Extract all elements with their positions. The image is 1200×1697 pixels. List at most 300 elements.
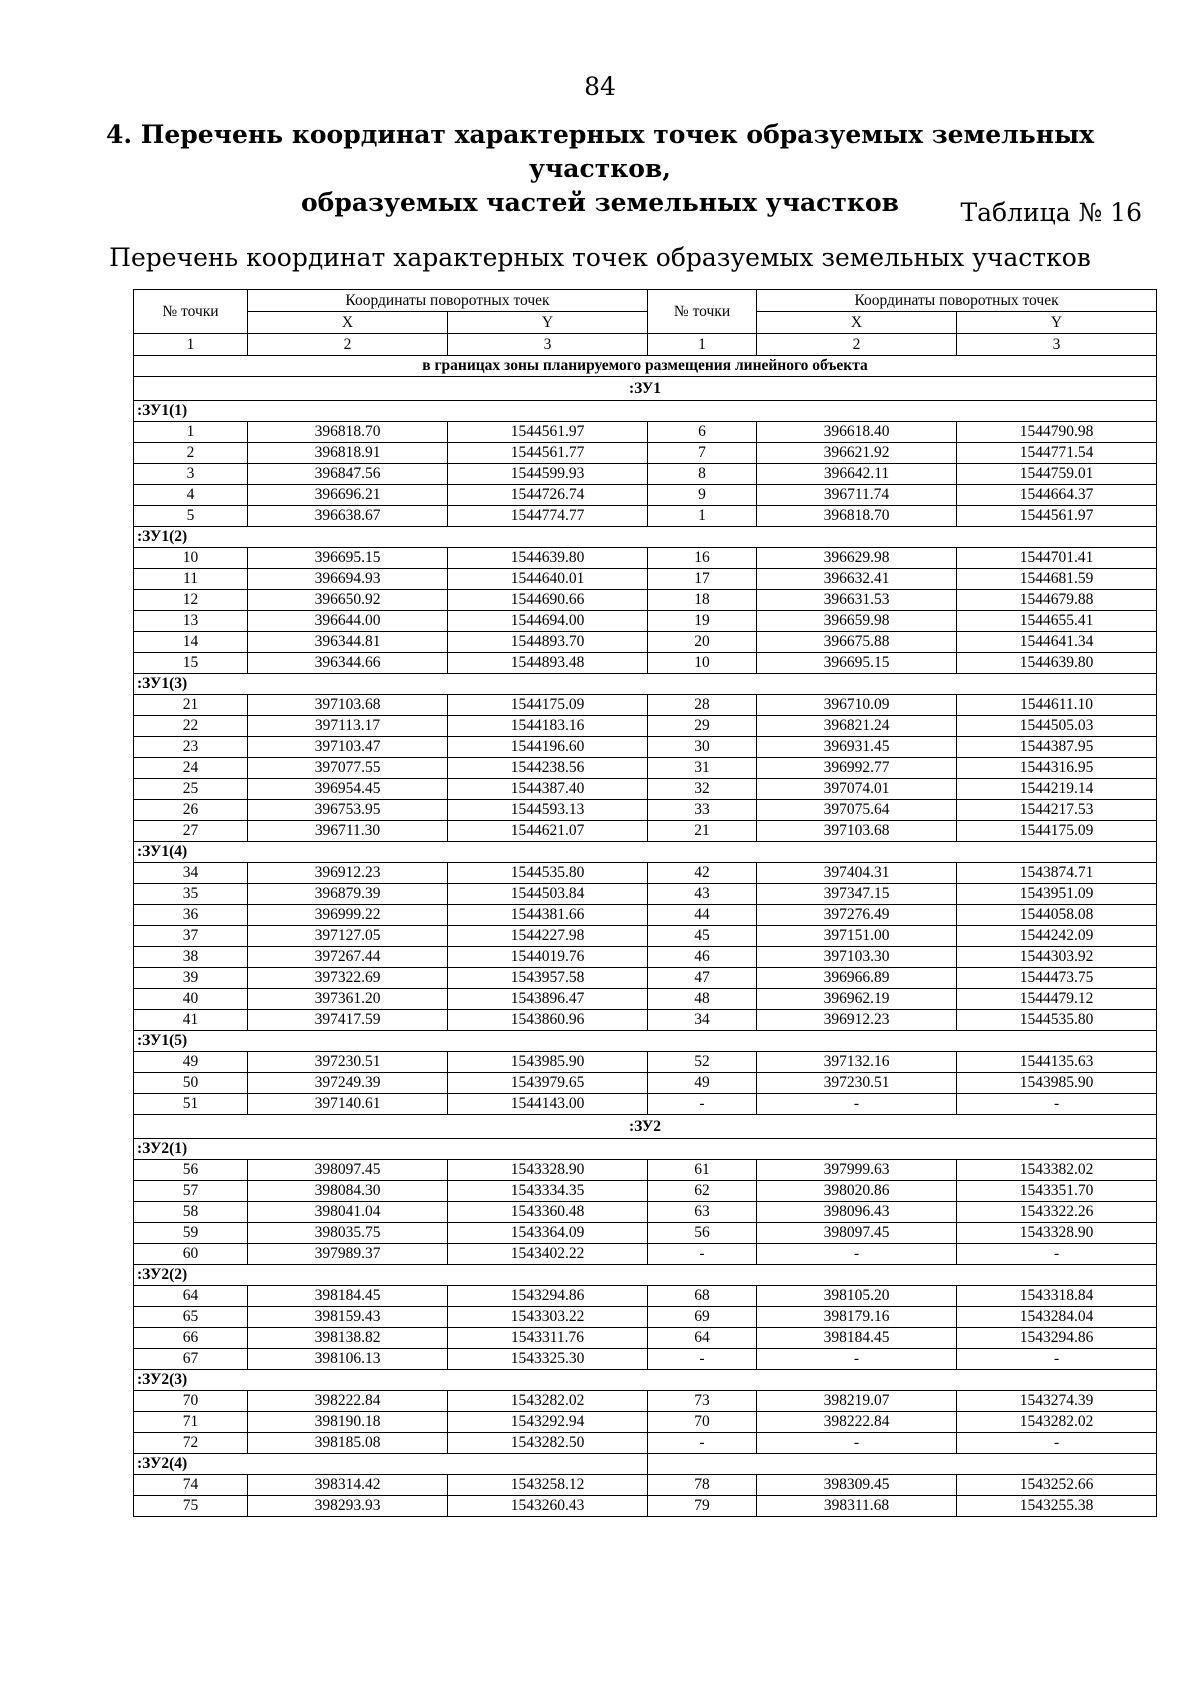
y-coordinate: 1543364.09 (448, 1223, 648, 1244)
y-coordinate: 1544694.00 (448, 611, 648, 632)
subgroup-title-row (134, 1370, 1157, 1391)
x-coordinate: 396711.30 (248, 821, 448, 842)
y-coordinate: 1544681.59 (957, 569, 1157, 590)
table-row (134, 590, 1157, 611)
y-coordinate: 1543360.48 (448, 1202, 648, 1223)
point-number: 40 (134, 989, 248, 1010)
x-coordinate: 396710.09 (757, 695, 957, 716)
y-coordinate: 1544561.97 (448, 422, 648, 443)
y-coordinate: 1544143.00 (448, 1094, 648, 1115)
x-coordinate: 398179.16 (757, 1307, 957, 1328)
subgroup-title: :ЗУ2(3) (134, 1370, 1157, 1391)
y-coordinate: 1544639.80 (448, 548, 648, 569)
y-coordinate: 1544227.98 (448, 926, 648, 947)
point-number: - (648, 1349, 757, 1370)
group-title: :ЗУ1 (134, 377, 1157, 401)
x-coordinate: - (757, 1094, 957, 1115)
point-number: 35 (134, 884, 248, 905)
y-coordinate: 1543274.39 (957, 1391, 1157, 1412)
point-number: 56 (648, 1223, 757, 1244)
point-number: 16 (648, 548, 757, 569)
x-coordinate: 398311.68 (757, 1496, 957, 1517)
table-row (134, 1160, 1157, 1181)
x-coordinate: 396962.19 (757, 989, 957, 1010)
y-coordinate: 1544387.95 (957, 737, 1157, 758)
y-coordinate: 1543252.66 (957, 1475, 1157, 1496)
point-number: 58 (134, 1202, 248, 1223)
y-coordinate: 1543328.90 (957, 1223, 1157, 1244)
x-coordinate: 396696.21 (248, 485, 448, 506)
point-number: 25 (134, 779, 248, 800)
point-number: 67 (134, 1349, 248, 1370)
point-number: 69 (648, 1307, 757, 1328)
table-row (134, 443, 1157, 464)
x-coordinate: 396618.40 (757, 422, 957, 443)
x-coordinate: 396344.66 (248, 653, 448, 674)
table-row (134, 464, 1157, 485)
point-number: 57 (134, 1181, 248, 1202)
coordinates-table (133, 289, 1157, 1517)
y-coordinate: 1543294.86 (957, 1328, 1157, 1349)
point-number: 47 (648, 968, 757, 989)
table-row (134, 506, 1157, 527)
x-coordinate: 397103.47 (248, 737, 448, 758)
column-number: 2 (248, 334, 448, 356)
point-number: 75 (134, 1496, 248, 1517)
y-coordinate: 1543951.09 (957, 884, 1157, 905)
y-coordinate: 1543328.90 (448, 1160, 648, 1181)
subgroup-title: :ЗУ2(4) (134, 1454, 648, 1475)
group-title-row (134, 377, 1157, 401)
header-y-2: Y (957, 312, 1157, 334)
point-number: 12 (134, 590, 248, 611)
y-coordinate: 1544238.56 (448, 758, 648, 779)
x-coordinate: 396818.70 (248, 422, 448, 443)
point-number: 39 (134, 968, 248, 989)
y-coordinate: 1544175.09 (448, 695, 648, 716)
point-number: 13 (134, 611, 248, 632)
point-number: 46 (648, 947, 757, 968)
table-row (134, 737, 1157, 758)
y-coordinate: 1543282.50 (448, 1433, 648, 1454)
table-row (134, 926, 1157, 947)
y-coordinate: 1544561.77 (448, 443, 648, 464)
point-number: 59 (134, 1223, 248, 1244)
y-coordinate: 1544175.09 (957, 821, 1157, 842)
x-coordinate: 397132.16 (757, 1052, 957, 1073)
y-coordinate: 1544242.09 (957, 926, 1157, 947)
table-row (134, 1475, 1157, 1496)
x-coordinate: 396847.56 (248, 464, 448, 485)
point-number: 28 (648, 695, 757, 716)
point-number: 1 (648, 506, 757, 527)
point-number: 66 (134, 1328, 248, 1349)
x-coordinate: 396695.15 (757, 653, 957, 674)
point-number: 23 (134, 737, 248, 758)
point-number: 70 (648, 1412, 757, 1433)
y-coordinate: 1544774.77 (448, 506, 648, 527)
x-coordinate: 397276.49 (757, 905, 957, 926)
x-coordinate: 398035.75 (248, 1223, 448, 1244)
y-coordinate: 1544599.93 (448, 464, 648, 485)
y-coordinate: 1544893.48 (448, 653, 648, 674)
table-row (134, 968, 1157, 989)
point-number: 17 (648, 569, 757, 590)
x-coordinate: 396659.98 (757, 611, 957, 632)
y-coordinate: 1544641.34 (957, 632, 1157, 653)
y-coordinate: 1544690.66 (448, 590, 648, 611)
point-number: 64 (648, 1328, 757, 1349)
subgroup-title: :ЗУ1(3) (134, 674, 1157, 695)
x-coordinate: 396999.22 (248, 905, 448, 926)
y-coordinate: 1543874.71 (957, 863, 1157, 884)
x-coordinate: 397249.39 (248, 1073, 448, 1094)
table-row (134, 863, 1157, 884)
x-coordinate: 396966.89 (757, 968, 957, 989)
point-number: 51 (134, 1094, 248, 1115)
y-coordinate: 1543957.58 (448, 968, 648, 989)
point-number: - (648, 1244, 757, 1265)
point-number: 9 (648, 485, 757, 506)
point-number: 19 (648, 611, 757, 632)
y-coordinate: 1543311.76 (448, 1328, 648, 1349)
header-x: X (248, 312, 448, 334)
point-number: 5 (134, 506, 248, 527)
group-title-row (134, 1115, 1157, 1139)
y-coordinate: 1543292.94 (448, 1412, 648, 1433)
x-coordinate: 396629.98 (757, 548, 957, 569)
point-number: 14 (134, 632, 248, 653)
x-coordinate: 396912.23 (248, 863, 448, 884)
x-coordinate: 397103.68 (757, 821, 957, 842)
point-number: 62 (648, 1181, 757, 1202)
table-row (134, 716, 1157, 737)
point-number: 63 (648, 1202, 757, 1223)
x-coordinate: 396992.77 (757, 758, 957, 779)
point-number: 1 (134, 422, 248, 443)
x-coordinate: 396931.45 (757, 737, 957, 758)
y-coordinate: 1544473.75 (957, 968, 1157, 989)
x-coordinate: 397267.44 (248, 947, 448, 968)
table-row (134, 422, 1157, 443)
point-number: - (648, 1433, 757, 1454)
point-number: 29 (648, 716, 757, 737)
point-number: 21 (134, 695, 248, 716)
subgroup-title-row (134, 1454, 1157, 1475)
section-heading-line-2: образуемых частей земельных участков (301, 188, 899, 217)
table-row (134, 695, 1157, 716)
x-coordinate: 398138.82 (248, 1328, 448, 1349)
table-row (134, 947, 1157, 968)
subgroup-title-row (134, 1139, 1157, 1160)
y-coordinate: - (957, 1244, 1157, 1265)
point-number: 27 (134, 821, 248, 842)
point-number: 15 (134, 653, 248, 674)
table-row (134, 779, 1157, 800)
table-row (134, 1052, 1157, 1073)
x-coordinate: 396818.70 (757, 506, 957, 527)
x-coordinate: 397074.01 (757, 779, 957, 800)
column-number: 3 (957, 334, 1157, 356)
x-coordinate: - (757, 1433, 957, 1454)
table-row (134, 1307, 1157, 1328)
x-coordinate: 396821.24 (757, 716, 957, 737)
point-number: 20 (648, 632, 757, 653)
x-coordinate: 396344.81 (248, 632, 448, 653)
column-number: 1 (134, 334, 248, 356)
y-coordinate: 1544893.70 (448, 632, 648, 653)
table-row (134, 1286, 1157, 1307)
point-number: 24 (134, 758, 248, 779)
y-coordinate: 1544679.88 (957, 590, 1157, 611)
y-coordinate: 1544655.41 (957, 611, 1157, 632)
y-coordinate: 1543258.12 (448, 1475, 648, 1496)
point-number: 68 (648, 1286, 757, 1307)
x-coordinate: 396631.53 (757, 590, 957, 611)
subgroup-title-row (134, 527, 1157, 548)
section-heading-line-1: 4. Перечень координат характерных точек образуемых земельных участков, (105, 120, 1095, 183)
y-coordinate: 1543282.02 (957, 1412, 1157, 1433)
y-coordinate: 1543255.38 (957, 1496, 1157, 1517)
y-coordinate: 1543294.86 (448, 1286, 648, 1307)
y-coordinate: 1544726.74 (448, 485, 648, 506)
point-number: 49 (134, 1052, 248, 1073)
table-row (134, 1349, 1157, 1370)
table-row (134, 611, 1157, 632)
point-number: 43 (648, 884, 757, 905)
point-number: 64 (134, 1286, 248, 1307)
x-coordinate: 396912.23 (757, 1010, 957, 1031)
point-number: 38 (134, 947, 248, 968)
y-coordinate: 1544771.54 (957, 443, 1157, 464)
y-coordinate: 1543322.26 (957, 1202, 1157, 1223)
x-coordinate: 396753.95 (248, 800, 448, 821)
x-coordinate: 398293.93 (248, 1496, 448, 1517)
table-row (134, 485, 1157, 506)
table-row (134, 1223, 1157, 1244)
point-number: 4 (134, 485, 248, 506)
y-coordinate: 1544303.92 (957, 947, 1157, 968)
x-coordinate: 397999.63 (757, 1160, 957, 1181)
y-coordinate: 1544183.16 (448, 716, 648, 737)
table-row (134, 800, 1157, 821)
point-number: 21 (648, 821, 757, 842)
x-coordinate: 398041.04 (248, 1202, 448, 1223)
section-heading (100, 118, 1100, 220)
point-number: 73 (648, 1391, 757, 1412)
column-number: 2 (757, 334, 957, 356)
x-coordinate: 397322.69 (248, 968, 448, 989)
y-coordinate: 1543402.22 (448, 1244, 648, 1265)
subgroup-title: :ЗУ2(1) (134, 1139, 1157, 1160)
x-coordinate: 397127.05 (248, 926, 448, 947)
coordinates-table-body (134, 290, 1157, 1517)
y-coordinate: 1544561.97 (957, 506, 1157, 527)
x-coordinate: 396818.91 (248, 443, 448, 464)
table-row (134, 1094, 1157, 1115)
column-number: 3 (448, 334, 648, 356)
header-coordinates-group: Координаты поворотных точек (248, 290, 648, 312)
point-number: 6 (648, 422, 757, 443)
point-number: 65 (134, 1307, 248, 1328)
x-coordinate: 397417.59 (248, 1010, 448, 1031)
x-coordinate: 396638.67 (248, 506, 448, 527)
y-coordinate: 1544535.80 (448, 863, 648, 884)
y-coordinate: 1544505.03 (957, 716, 1157, 737)
x-coordinate: 396621.92 (757, 443, 957, 464)
point-number: 74 (134, 1475, 248, 1496)
point-number: 45 (648, 926, 757, 947)
x-coordinate: 396879.39 (248, 884, 448, 905)
x-coordinate: 398184.45 (757, 1328, 957, 1349)
table-row (134, 653, 1157, 674)
x-coordinate: 396954.45 (248, 779, 448, 800)
y-coordinate: 1543985.90 (957, 1073, 1157, 1094)
table-row (134, 569, 1157, 590)
point-number: 34 (648, 1010, 757, 1031)
y-coordinate: 1543325.30 (448, 1349, 648, 1370)
x-coordinate: 397989.37 (248, 1244, 448, 1265)
table-row (134, 1181, 1157, 1202)
point-number: 31 (648, 758, 757, 779)
x-coordinate: 398309.45 (757, 1475, 957, 1496)
x-coordinate: 396644.00 (248, 611, 448, 632)
x-coordinate: 398020.86 (757, 1181, 957, 1202)
y-coordinate: 1544701.41 (957, 548, 1157, 569)
y-coordinate: 1543351.70 (957, 1181, 1157, 1202)
point-number: 36 (134, 905, 248, 926)
x-coordinate: 398097.45 (248, 1160, 448, 1181)
table-label: Таблица № 16 (960, 198, 1142, 227)
point-number: 44 (648, 905, 757, 926)
point-number: 71 (134, 1412, 248, 1433)
y-coordinate: 1544219.14 (957, 779, 1157, 800)
subgroup-title-row (134, 401, 1157, 422)
y-coordinate: 1544790.98 (957, 422, 1157, 443)
point-number: 34 (134, 863, 248, 884)
point-number: 7 (648, 443, 757, 464)
y-coordinate: 1544593.13 (448, 800, 648, 821)
x-coordinate: 396650.92 (248, 590, 448, 611)
table-row (134, 758, 1157, 779)
table-row (134, 1391, 1157, 1412)
x-coordinate: 396675.88 (757, 632, 957, 653)
table-title: Перечень координат характерных точек образуемых земельных участков (109, 243, 1091, 272)
y-coordinate: 1544639.80 (957, 653, 1157, 674)
table-row (134, 821, 1157, 842)
point-number: 32 (648, 779, 757, 800)
point-number: 26 (134, 800, 248, 821)
x-coordinate: 398159.43 (248, 1307, 448, 1328)
subgroup-title-row (134, 1265, 1157, 1286)
point-number: 61 (648, 1160, 757, 1181)
y-coordinate: - (957, 1094, 1157, 1115)
x-coordinate: 397230.51 (757, 1073, 957, 1094)
x-coordinate: 397230.51 (248, 1052, 448, 1073)
y-coordinate: 1543896.47 (448, 989, 648, 1010)
x-coordinate: 397103.30 (757, 947, 957, 968)
table-row (134, 1202, 1157, 1223)
y-coordinate: 1544664.37 (957, 485, 1157, 506)
table-row (134, 1496, 1157, 1517)
x-coordinate: 398222.84 (757, 1412, 957, 1433)
y-coordinate: 1544479.12 (957, 989, 1157, 1010)
x-coordinate: 397404.31 (757, 863, 957, 884)
table-header-row (134, 290, 1157, 312)
y-coordinate: 1544217.53 (957, 800, 1157, 821)
y-coordinate: 1543860.96 (448, 1010, 648, 1031)
point-number: 37 (134, 926, 248, 947)
x-coordinate: - (757, 1244, 957, 1265)
y-coordinate: 1544759.01 (957, 464, 1157, 485)
x-coordinate: 396711.74 (757, 485, 957, 506)
subgroup-title: :ЗУ1(4) (134, 842, 1157, 863)
table-row (134, 1433, 1157, 1454)
point-number: 72 (134, 1433, 248, 1454)
x-coordinate: 396694.93 (248, 569, 448, 590)
y-coordinate: 1544621.07 (448, 821, 648, 842)
y-coordinate: 1543334.35 (448, 1181, 648, 1202)
subgroup-title: :ЗУ1(2) (134, 527, 1157, 548)
point-number: 33 (648, 800, 757, 821)
header-y: Y (448, 312, 648, 334)
x-coordinate: 398097.45 (757, 1223, 957, 1244)
x-coordinate: 398222.84 (248, 1391, 448, 1412)
subgroup-title: :ЗУ2(2) (134, 1265, 1157, 1286)
point-number: 50 (134, 1073, 248, 1094)
x-coordinate: 397113.17 (248, 716, 448, 737)
y-coordinate: 1544196.60 (448, 737, 648, 758)
y-coordinate: 1544640.01 (448, 569, 648, 590)
table-row (134, 989, 1157, 1010)
x-coordinate: 396642.11 (757, 464, 957, 485)
subgroup-title-row (134, 1031, 1157, 1052)
point-number: 60 (134, 1244, 248, 1265)
zone-title: в границах зоны планируемого размещения линейного объекта (134, 356, 1157, 377)
point-number: 10 (648, 653, 757, 674)
y-coordinate: 1543382.02 (957, 1160, 1157, 1181)
y-coordinate: 1543260.43 (448, 1496, 648, 1517)
point-number: 79 (648, 1496, 757, 1517)
table-row (134, 548, 1157, 569)
point-number: 11 (134, 569, 248, 590)
x-coordinate: 398084.30 (248, 1181, 448, 1202)
table-row (134, 1328, 1157, 1349)
table-row (134, 1010, 1157, 1031)
x-coordinate: 398096.43 (757, 1202, 957, 1223)
table-row (134, 1073, 1157, 1094)
empty-cell (648, 1454, 1157, 1475)
x-coordinate: 397103.68 (248, 695, 448, 716)
x-coordinate: 396695.15 (248, 548, 448, 569)
x-coordinate: 397347.15 (757, 884, 957, 905)
point-number: 41 (134, 1010, 248, 1031)
x-coordinate: 396632.41 (757, 569, 957, 590)
y-coordinate: 1544058.08 (957, 905, 1157, 926)
x-coordinate: 397075.64 (757, 800, 957, 821)
y-coordinate: 1544611.10 (957, 695, 1157, 716)
header-x-2: X (757, 312, 957, 334)
y-coordinate: 1543979.65 (448, 1073, 648, 1094)
table-header-row-xy (134, 312, 1157, 334)
point-number: 52 (648, 1052, 757, 1073)
x-coordinate: 398185.08 (248, 1433, 448, 1454)
x-coordinate: 397151.00 (757, 926, 957, 947)
y-coordinate: 1544535.80 (957, 1010, 1157, 1031)
table-row (134, 884, 1157, 905)
point-number: 2 (134, 443, 248, 464)
point-number: 70 (134, 1391, 248, 1412)
